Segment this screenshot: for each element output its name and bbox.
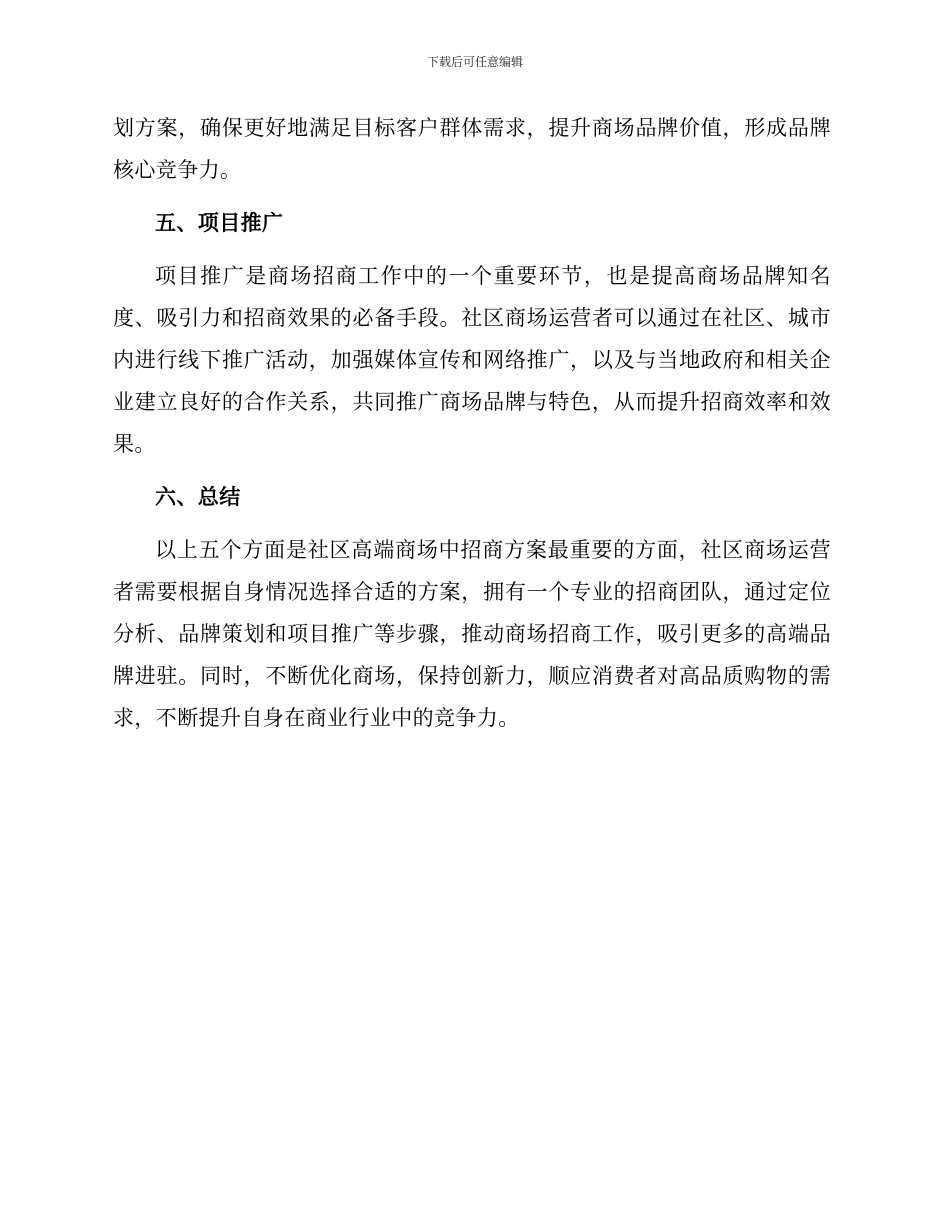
section-paragraph-promotion: 项目推广是商场招商工作中的一个重要环节，也是提高商场品牌知名度、吸引力和招商效果的必备手段。社区商场运营者可以通过在社区、城市内进行线下推广活动，加强媒体宣传和网络推广，以及与当地政府和相关企业建立良好的合作关系，共同推广商场品牌与特色，从而提升招商效率和效果。	[113, 264, 831, 456]
section-heading-promotion: 五、项目推广	[155, 211, 284, 235]
document-body	[113, 107, 831, 739]
intro-paragraph: 划方案，确保更好地满足目标客户群体需求，提升商场品牌价值，形成品牌核心竞争力。	[113, 116, 831, 182]
section-paragraph-summary: 以上五个方面是社区高端商场中招商方案最重要的方面，社区商场运营者需要根据自身情况选择合适的方案，拥有一个专业的招商团队，通过定位分析、品牌策划和项目推广等步骤，推动商场招商工作，吸引更多的高端品牌进驻。同时，不断优化商场，保持创新力，顺应消费者对高品质购物的需求，不断提升自身在商业行业中的竞争力。	[113, 538, 831, 730]
page-header: 下载后可任意编辑	[426, 55, 523, 69]
section-heading-summary: 六、总结	[155, 485, 241, 509]
